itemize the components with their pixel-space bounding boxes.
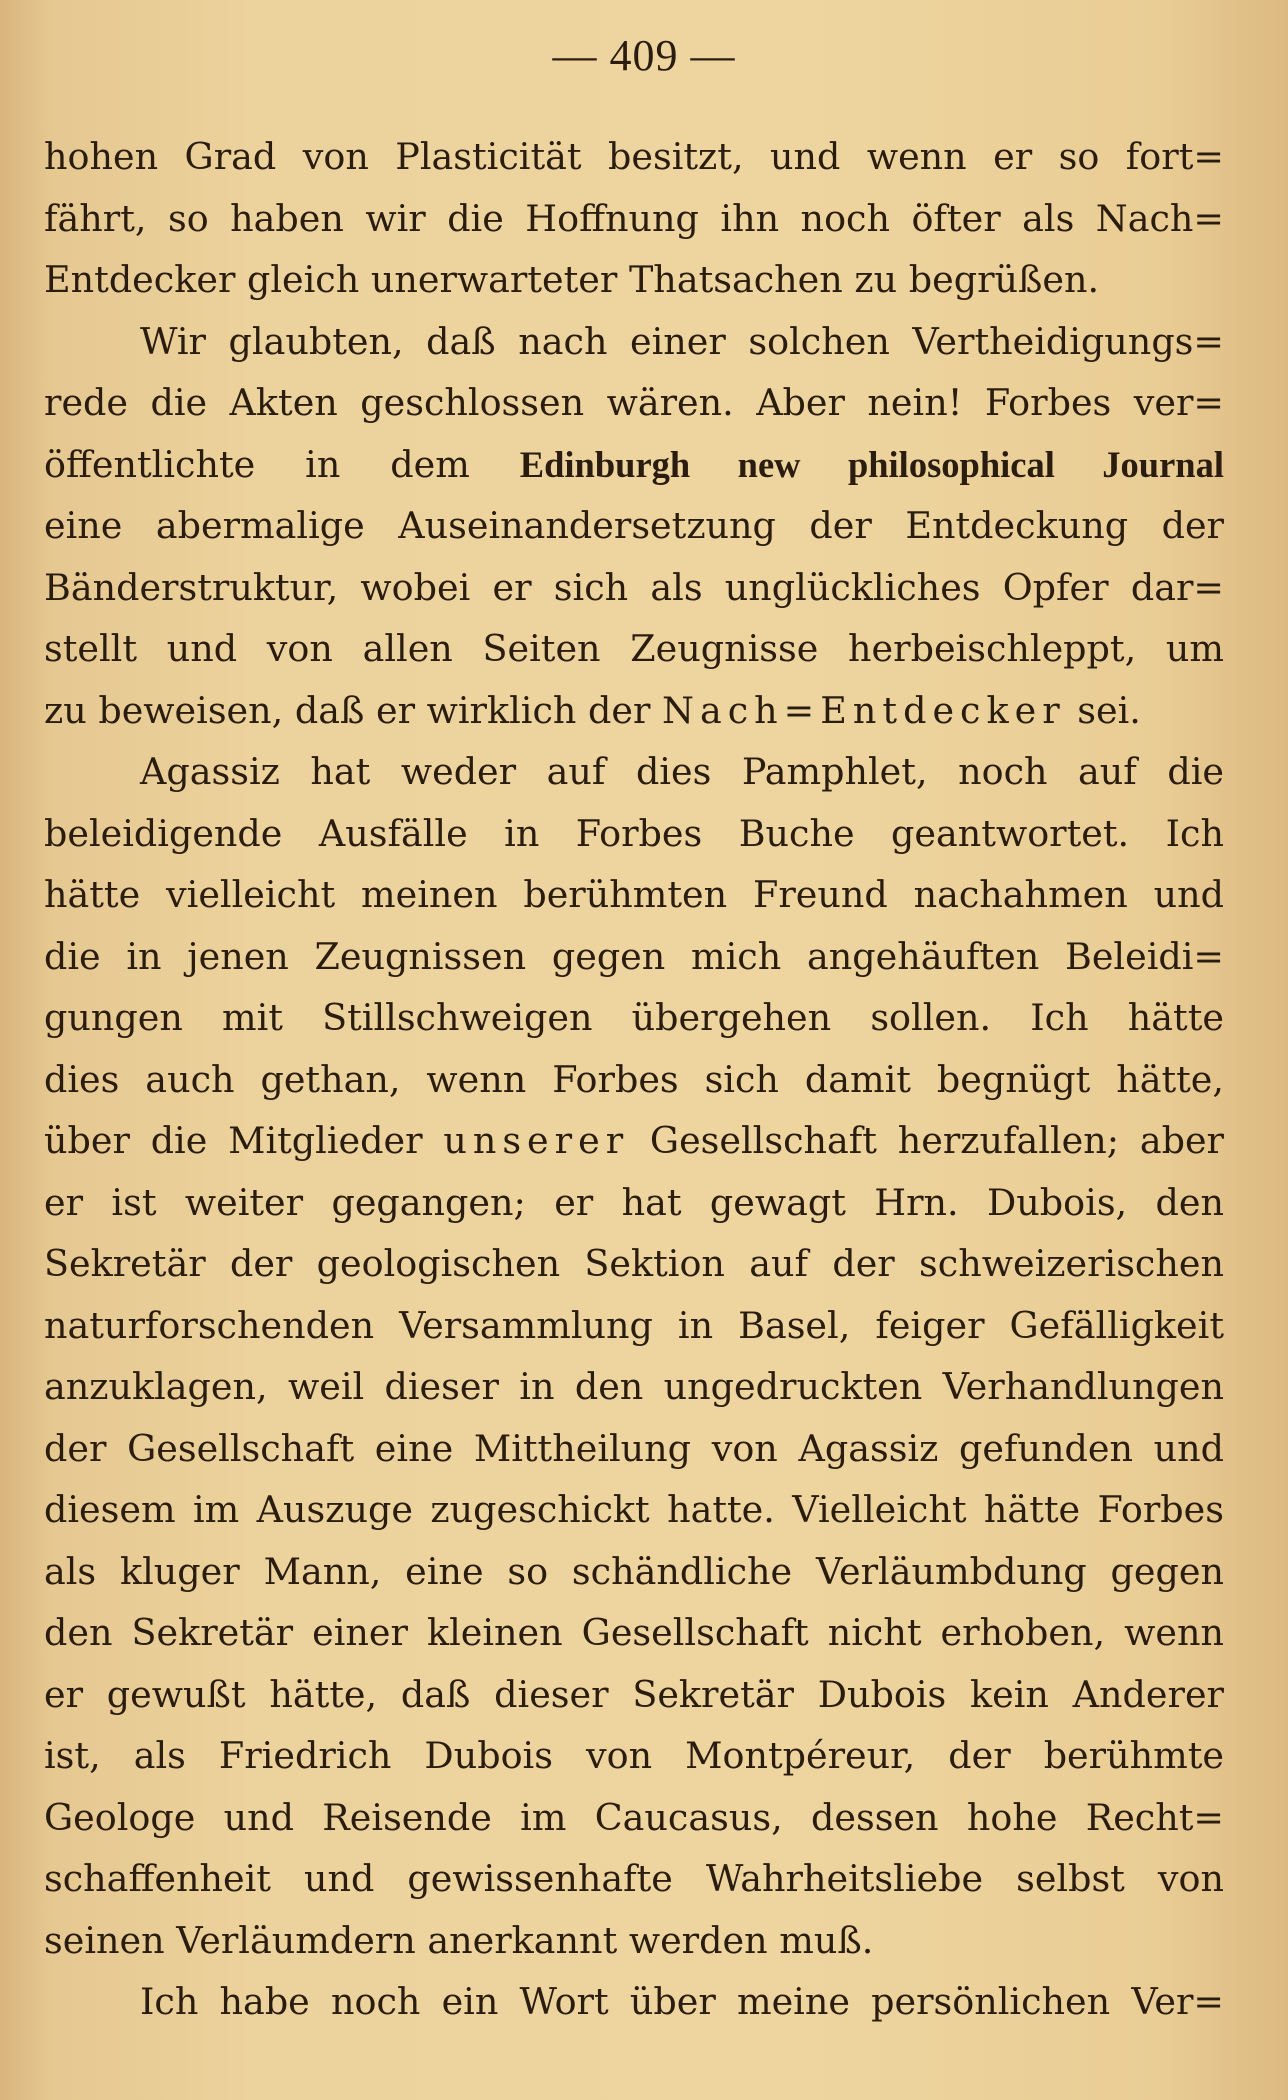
text-line [44,1971,1224,2033]
text-segment: zu beweisen, daß er wirklich der [44,688,663,732]
text-line [44,680,1224,742]
text-segment: hätte vielleicht meinen berühmten Freund nachahmen und [44,873,1224,916]
text-segment: Agassiz hat weder auf dies Pamphlet, noch auf die [140,750,1224,793]
text-line [44,618,1224,680]
text-segment: er ist weiter gegangen; er hat gewagt Hrn. Dubois, den [44,1180,1224,1224]
text-segment: fährt, so haben wir die Hoffnung ihn noch öfter als Nach= [44,196,1224,240]
text-line [44,1541,1224,1603]
text-line [44,557,1224,619]
text-segment: naturforschenden Versammlung in Basel, feiger Gefälligkeit [44,1303,1224,1347]
text-line [44,1725,1224,1787]
text-line [44,249,1224,311]
text-segment: über die Mitglieder [44,1119,444,1162]
text-line [44,495,1224,557]
text-segment: gungen mit Stillschweigen übergehen sollen. Ich hätte [44,996,1224,1039]
text-segment: Sekretär der geologischen Sektion auf der schweizerischen [44,1242,1224,1285]
text-segment: Wir glaubten, daß nach einer solchen Vertheidigungs= [140,319,1224,363]
text-segment: hohen Grad von Plasticität besitzt, und wenn er so fort= [44,135,1224,178]
text-segment: seinen Verläumdern anerkannt werden muß. [44,1918,874,1962]
text-segment: Bänderstruktur, wobei er sich als unglückliches Opfer dar= [44,565,1224,609]
text-segment: stellt und von allen Seiten Zeugnisse herbeischleppt, um [44,627,1224,670]
text-segment: öffentlichte in dem [44,442,520,486]
text-segment: rede die Akten geschlossen wären. Aber nein! Forbes ver= [44,381,1224,424]
text-segment: eine abermalige Auseinandersetzung der Entdeckung der [44,504,1224,547]
text-line [44,1233,1224,1295]
text-line [44,1049,1224,1111]
text-segment: Entdecker gleich unerwarteter Thatsachen zu begrüßen. [44,258,1100,301]
text-segment: er gewußt hätte, daß dieser Sekretär Dubois kein Anderer [44,1672,1224,1716]
text-line [44,926,1224,988]
text-line [44,188,1224,250]
text-line [44,311,1224,373]
text-line [44,1418,1224,1480]
text-line [44,1479,1224,1541]
text-line [44,864,1224,926]
emphasized-text: unserer [443,1119,630,1162]
latin-text: Edinburgh new philosophical Journal [519,443,1224,485]
text-segment: Geologe und Reisende im Caucasus, dessen hohe Recht= [44,1795,1224,1839]
text-line [44,741,1224,803]
text-segment: ist, als Friedrich Dubois von Montpéreur, der berühmte [44,1734,1224,1777]
text-segment: diesem im Auszuge zugeschickt hatte. Vielleicht hätte Forbes [44,1488,1224,1531]
text-segment: Gesellschaft herzufallen; aber [629,1119,1224,1162]
text-line [44,1172,1224,1234]
text-line [44,1295,1224,1357]
text-segment: anzuklagen, weil dieser in den ungedruckten Verhandlungen [44,1365,1224,1408]
text-segment: sei. [1065,688,1141,732]
page-number: — 409 — [552,31,736,80]
text-segment: als kluger Mann, eine so schändliche Verläumbdung gegen [44,1549,1224,1593]
text-line [44,1848,1224,1910]
text-line [44,1787,1224,1849]
text-line [44,1602,1224,1664]
text-segment: schaffenheit und gewissenhafte Wahrheitsliebe selbst von [44,1857,1224,1900]
text-segment: beleidigende Ausfälle in Forbes Buche geantwortet. Ich [44,811,1224,855]
text-line [44,372,1224,434]
text-segment: Ich habe noch ein Wort über meine persönlichen Ver= [140,1980,1224,2023]
emphasized-text: Nach=Entdecker [662,688,1066,732]
body-text [44,126,1224,2033]
text-segment: dies auch gethan, wenn Forbes sich damit begnügt hätte, [44,1057,1224,1101]
text-line [44,1910,1224,1972]
text-segment: den Sekretär einer kleinen Gesellschaft nicht erhoben, wenn [44,1611,1224,1654]
text-line [44,1664,1224,1726]
text-segment: die in jenen Zeugnissen gegen mich angehäuften Beleidi= [44,934,1224,978]
text-line [44,126,1224,188]
text-line [44,1110,1224,1172]
text-line [44,434,1224,496]
text-line [44,1356,1224,1418]
text-line [44,803,1224,865]
text-line [44,987,1224,1049]
text-segment: der Gesellschaft eine Mittheilung von Agassiz gefunden und [44,1426,1224,1470]
